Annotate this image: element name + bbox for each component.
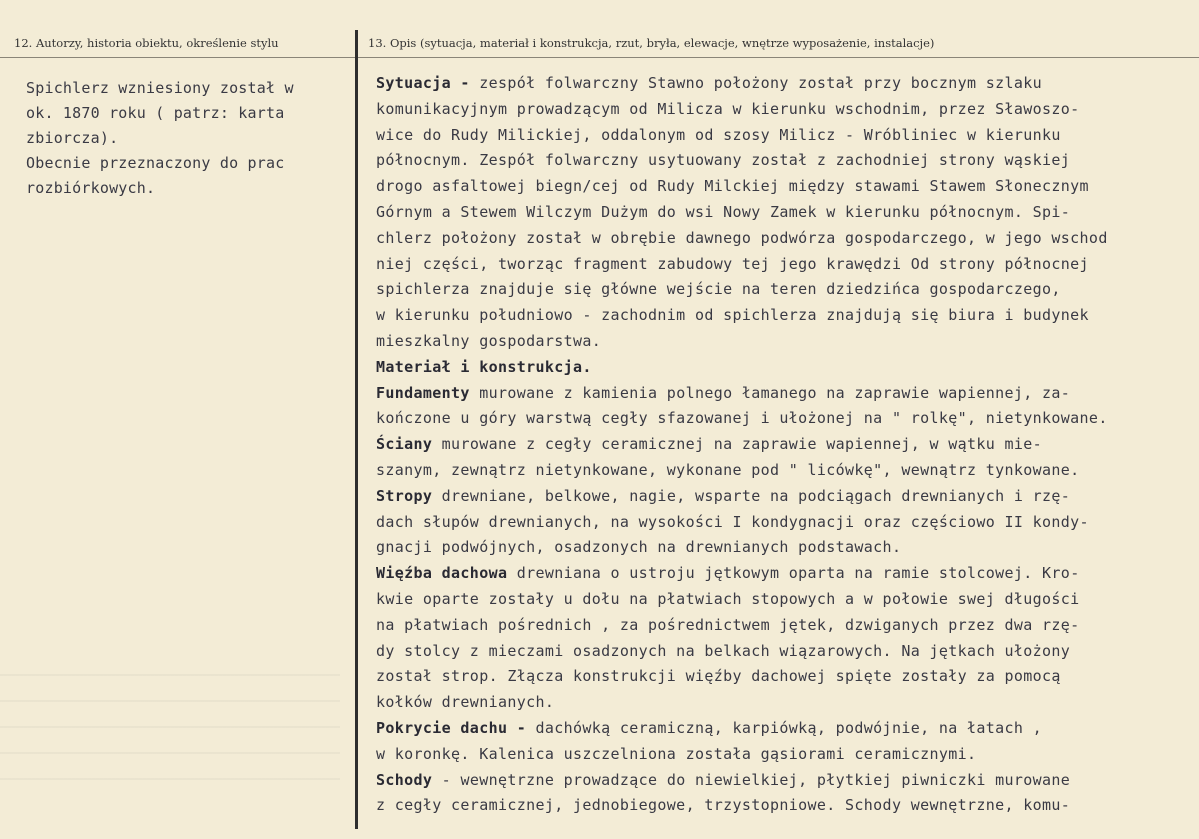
description-line [376,742,1166,768]
description-text-span: - wewnętrzne prowadzące do niewielkiej, płytkiej piwniczki murowane [432,770,1071,789]
description-text-span: w koronkę. Kalenica uszczelniona została gąsiorami ceramicznymi. [376,744,977,763]
section-heading: Schody [376,770,433,789]
section-12-header: 12. Autorzy, historia obiektu, określenie stylu [14,36,279,50]
description-line [376,97,1166,123]
description-line [376,768,1166,794]
text-line: zbiorcza). [26,129,119,147]
description-text-span: drogo asfaltowej biegn/cej od Rudy Milckiej między stawami Stawem Słonecznym [376,177,1089,196]
description-line [376,690,1166,716]
section-heading: Sytuacja - [376,74,470,92]
description-text-span: Górnym a Stewem Wilczym Dużym do wsi Nowy Zamek w kierunku północnym. Spi- [376,202,1071,221]
description-line [376,664,1166,690]
section-heading: Fundamenty [376,383,470,402]
description-line [376,639,1166,665]
description-line [376,174,1166,200]
description-line [376,561,1166,587]
section-heading: Więźba dachowa [376,564,508,583]
description-text-span: z cegły ceramicznej, jednobiegowe, trzystopniowe. Schody wewnętrzne, komu- [376,796,1071,815]
description-text-span: został strop. Złącza konstrukcji więźby dachowej spięte zostały za pomocą [376,667,1061,686]
description-text-span: gnacji podwójnych, osadzonych na drewnianych podstawach. [376,538,902,557]
section-heading: Ściany [376,435,433,454]
description-text-span: chlerz położony został w obrębie dawnego podwórza gospodarczego, w jego wschod [376,228,1108,247]
description-line [376,200,1166,226]
description-text-span: wice do Rudy Milickiej, oddalonym od szosy Milicz - Wróbliniec w kierunku [376,125,1061,144]
description-text-span: drewniana o ustroju jętkowym oparta na ramie stolcowej. Kro- [507,564,1080,583]
header-rule [0,57,1199,58]
description-line [376,432,1166,458]
description-line [376,535,1166,561]
description-text-span: spichlerza znajduje się główne wejście na teren dziedzińca gospodarczego, [376,280,1061,299]
description-text-span: dach słupów drewnianych, na wysokości I kondygnacji oraz częściowo II kondy- [376,512,1089,531]
description-line [376,587,1166,613]
description-text-span: murowane z cegły ceramicznej na zaprawie wapiennej, w wątku mie- [432,435,1043,454]
description-text [376,71,1166,819]
description-line [376,355,1166,381]
description-line [376,613,1166,639]
description-line [376,406,1166,432]
description-text-span: murowane z kamienia polnego łamanego na zaprawie wapiennej, za- [469,383,1071,402]
column-divider [355,30,358,829]
description-text-span: szanym, zewnątrz nietynkowane, wykonane pod " licówkę", wewnątrz tynkowane. [376,460,1080,479]
section-heading: Stropy [376,486,433,505]
description-line [376,510,1166,536]
description-text-span: na płatwiach pośrednich , za pośrednictwem jętek, dzwiganych przez dwa rzę- [376,615,1080,634]
description-line [376,252,1166,278]
text-line: rozbiórkowych. [26,179,156,197]
description-line [376,716,1166,742]
description-text-span: niej części, tworząc fragment zabudowy tej jego krawędzi Od strony północnej [376,254,1089,273]
description-line [376,303,1166,329]
section-heading: Materiał i konstrukcja. [376,357,592,376]
text-line: Spichlerz wzniesiony został w [26,79,294,97]
description-text-span: mieszkalny gospodarstwa. [376,331,602,350]
description-line [376,458,1166,484]
bleed-through-texture [0,660,340,780]
description-text-span: kończone u góry warstwą cegły sfazowanej i ułożonej na " rolkę", nietynkowane. [376,409,1108,428]
description-line [376,329,1166,355]
description-line [376,148,1166,174]
text-line: Obecnie przeznaczony do prac [26,154,285,172]
description-line [376,226,1166,252]
text-line: ok. 1870 roku ( patrz: karta [26,104,285,122]
description-text-span: kołków drewnianych. [376,693,555,712]
description-text-span: północnym. Zespół folwarczny usytuowany został z zachodniej strony wąskiej [376,151,1071,170]
description-text-span: drewniane, belkowe, nagie, wsparte na podciągach drewnianych i rzę- [432,486,1071,505]
description-text-span: w kierunku południowo - zachodnim od spichlerza znajdują się biura i budynek [376,306,1089,325]
description-text-span: komunikacyjnym prowadzącym od Milicza w kierunku wschodnim, przez Sławoszo- [376,99,1080,118]
description-line [376,484,1166,510]
section-heading: Pokrycie dachu - [376,718,527,737]
description-text-span: dy stolcy z mieczami osadzonych na belkach wiązarowych. Na jętkach ułożony [376,641,1071,660]
description-text-span: kwie oparte zostały u dołu na płatwiach stopowych a w połowie swej długości [376,589,1080,608]
description-line [376,793,1166,819]
description-line [376,123,1166,149]
description-line [376,277,1166,303]
authors-history-text [26,76,346,201]
description-text-span: dachówką ceramiczną, karpiówką, podwójnie, na łatach , [526,718,1043,737]
description-line [376,71,1166,97]
section-13-header: 13. Opis (sytuacja, materiał i konstrukcja, rzut, bryła, elewacje, wnętrze wyposażenie, instalacje) [368,36,935,50]
description-text-span: zespół folwarczny Stawno położony został przy bocznym szlaku [469,74,1043,92]
description-line [376,381,1166,407]
